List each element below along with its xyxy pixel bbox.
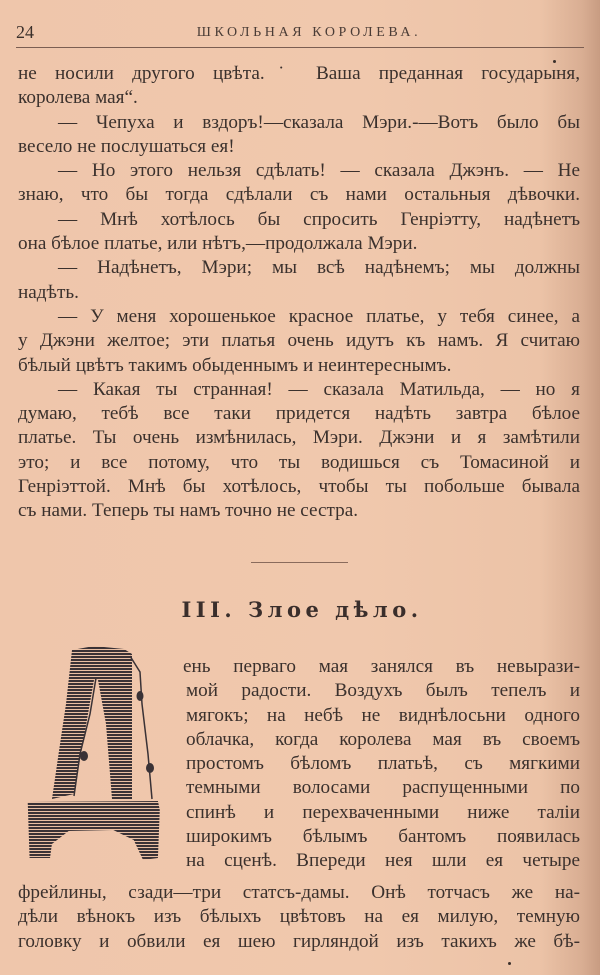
text-line: дѣли вѣнокъ изъ бѣлыхъ цвѣтовъ на ея милую, темную <box>18 906 580 928</box>
chapter-text-beside-cap <box>186 679 580 873</box>
chapter-title: III. Злое дѣло. <box>181 597 423 622</box>
text-line: — Но этого нельзя сдѣлать! — сказала Джэнъ. — Не <box>58 160 580 182</box>
text-line: на сценѣ. Впереди нея шли ея четыре <box>186 850 580 872</box>
text-line: простомъ бѣломъ платьѣ, съ мягкими <box>186 753 580 775</box>
text-line: фрейлины, сзади—три статсъ-дамы. Онѣ тотчасъ же на- <box>18 882 580 903</box>
text-line: широкимъ бѣлымъ бантомъ появилась <box>186 826 580 848</box>
running-title: ШКОЛЬНАЯ КОРОЛЕВА. <box>196 25 422 40</box>
text-line: не носили другого цвѣта.˙ Ваша преданная государыня, <box>18 63 580 84</box>
text-line: это; и все потому, что ты водишься съ Томасиной и <box>18 451 580 473</box>
drop-cap-letter-icon <box>24 644 162 864</box>
page-header <box>16 22 584 44</box>
section-one-text <box>18 62 580 524</box>
text-line: королева мая“. <box>18 87 138 109</box>
text-line: знаю, что бы тогда сдѣлали съ нами остальныя дѣвочки. <box>18 184 580 206</box>
text-line: платье. Ты очень измѣнилась, Мэри. Джэни и я замѣтили <box>18 427 580 449</box>
text-line: ень перваго мая занялся въ невырази- <box>183 656 580 677</box>
section-divider <box>251 562 348 563</box>
chapter-text-full-width <box>18 881 580 954</box>
header-rule <box>16 47 584 48</box>
text-line: надѣть. <box>18 281 79 303</box>
text-line: — Надѣнетъ, Мэри; мы всѣ надѣнемъ; мы должны <box>58 257 580 279</box>
text-line: Генріэттой. Мнѣ бы хотѣлось, чтобы ты побольше бывала <box>18 476 580 498</box>
text-line: — Мнѣ хотѣлось бы спросить Генріэтту, надѣнетъ <box>58 208 580 230</box>
text-line: — Какая ты странная! — сказала Матильда, — но я <box>58 378 580 400</box>
text-line: головку и обвили ея шею гирляндой изъ такихъ же бѣ- <box>18 930 580 952</box>
text-line: — У меня хорошенькое красное платье, у тебя синее, а <box>58 305 580 327</box>
text-line: темными волосами распущенными по <box>186 777 580 799</box>
ink-speck <box>508 962 511 965</box>
chapter-line-1 <box>183 655 580 679</box>
text-line: она бѣлое платье, или нѣтъ,—продолжала Мэри. <box>18 233 418 255</box>
page-number: 24 <box>16 22 34 42</box>
text-line: думаю, тебѣ все таки придется надѣть завтра бѣлое <box>18 403 580 425</box>
text-line: облачка, когда королева мая въ своемъ <box>186 728 580 750</box>
text-line: — Чепуха и вздоръ!—сказала Мэри.-—Вотъ было бы <box>58 111 580 133</box>
text-line: съ нами. Теперь ты намъ точно не сестра. <box>18 500 359 522</box>
text-line: бѣлый цвѣтъ такимъ обыденнымъ и неинтереснымъ. <box>18 354 452 376</box>
text-line: весело не послушаться ея! <box>18 135 235 157</box>
text-line: у Джэни желтое; эти платья очень идутъ къ намъ. Я считаю <box>18 330 580 352</box>
text-line: спинѣ и перехваченными ниже таліи <box>186 801 580 823</box>
text-line: мягокъ; на небѣ не виднѣлосьни одного <box>186 704 580 726</box>
text-line: мой радости. Воздухъ былъ тепелъ и <box>186 680 580 702</box>
